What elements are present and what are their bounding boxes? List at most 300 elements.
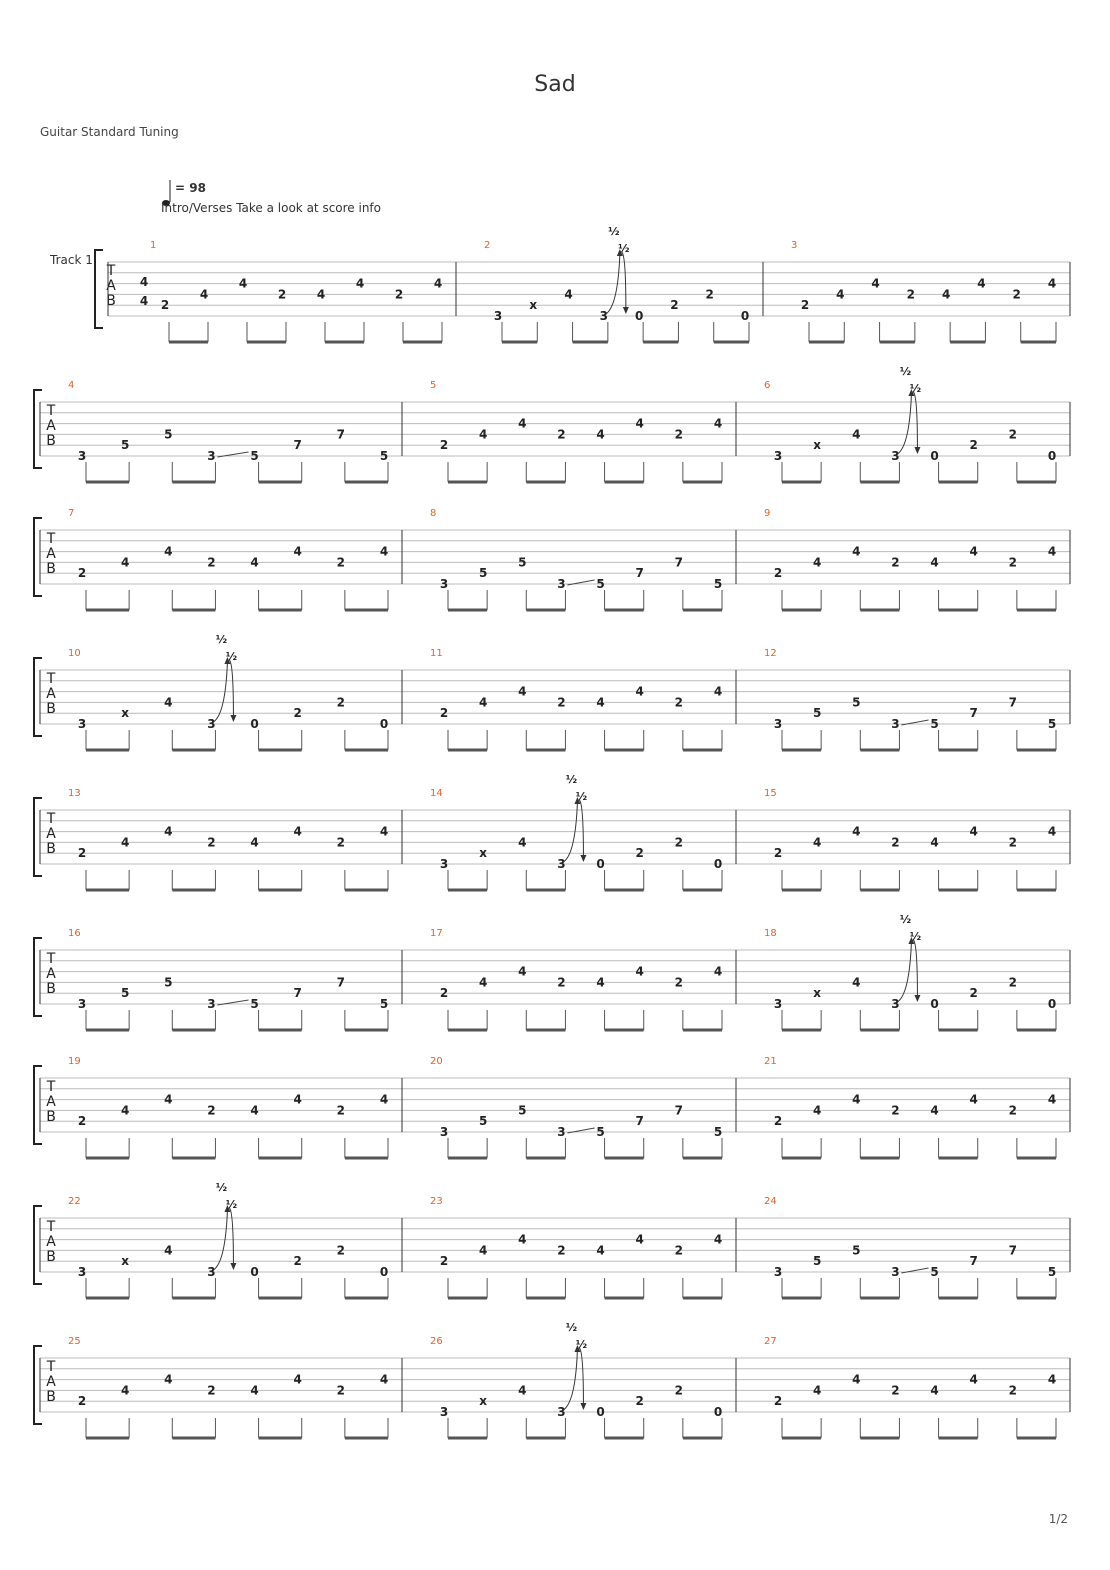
tab-system [34, 1321, 1070, 1438]
fret-number: 7 [336, 975, 346, 990]
fret-number: 3 [439, 857, 449, 871]
fret-number: 3 [77, 717, 87, 731]
measure-number: 15 [764, 788, 777, 799]
fret-number: 2 [439, 438, 449, 453]
fret-number: 4 [596, 1243, 605, 1258]
fret-number: 2 [557, 695, 566, 710]
system-brace [95, 250, 103, 328]
fret-number: 0 [1047, 997, 1057, 1011]
fret-number: 2 [674, 1383, 684, 1398]
fret-number: 2 [336, 1383, 346, 1398]
fret-number: 3 [77, 449, 87, 463]
fret-number: 2 [439, 986, 449, 1001]
measure [764, 1196, 1056, 1298]
fret-number: 2 [1008, 1383, 1018, 1398]
fret-number: 7 [674, 555, 684, 570]
fret-number: 4 [812, 1383, 822, 1398]
fret-number: 0 [713, 1405, 723, 1419]
fret-number: x [121, 1254, 130, 1269]
tab-clef-letter: T [46, 1219, 56, 1235]
measure-number: 5 [430, 380, 437, 391]
fret-number: 2 [674, 695, 684, 710]
fret-number: 2 [773, 846, 783, 861]
fret-number: 5 [478, 566, 488, 581]
fret-number: 5 [930, 717, 939, 731]
fret-number: 3 [599, 309, 609, 323]
measure-number: 7 [68, 508, 75, 519]
fret-number: 4 [596, 975, 605, 990]
fret-number: 0 [379, 1265, 389, 1279]
fret-number: 2 [1012, 287, 1021, 302]
tab-clef-letter: A [46, 686, 56, 702]
fret-number: 4 [635, 416, 644, 431]
measure-number: 6 [764, 380, 771, 391]
fret-number: 4 [120, 555, 130, 570]
fret-number: 4 [164, 544, 173, 559]
measure [68, 508, 388, 610]
fret-number: 2 [336, 1243, 346, 1258]
measure-number: 22 [68, 1196, 81, 1207]
fret-number: 0 [634, 309, 644, 323]
fret-number: 4 [518, 1383, 527, 1398]
fret-number: 2 [293, 1254, 302, 1269]
tab-clef-letter: B [46, 1109, 56, 1125]
measure [764, 788, 1056, 890]
fret-number: 2 [207, 835, 216, 850]
fret-number: 2 [293, 706, 302, 721]
fret-number: 4 [199, 287, 209, 302]
tab-clef-letter: A [106, 278, 116, 294]
fret-number: 4 [379, 544, 389, 559]
fret-number: 5 [852, 1243, 861, 1258]
tab-clef-letter: B [46, 433, 56, 449]
measure-number: 21 [764, 1056, 777, 1067]
fret-number: 4 [250, 1383, 259, 1398]
fret-number: 4 [478, 427, 488, 442]
fret-number: 4 [164, 695, 173, 710]
measure [68, 788, 388, 890]
fret-number: 5 [164, 427, 173, 442]
fret-number: 5 [518, 555, 527, 570]
fret-number: 2 [557, 1243, 566, 1258]
measure-number: 1 [150, 240, 157, 251]
fret-number: 3 [557, 1405, 566, 1419]
measure-number: 20 [430, 1056, 443, 1067]
fret-number: 3 [773, 717, 783, 731]
measure [430, 380, 722, 482]
fret-number: 3 [77, 1265, 87, 1279]
fret-number: 4 [518, 684, 527, 699]
fret-number: 2 [336, 1103, 346, 1118]
fret-number: 5 [852, 695, 861, 710]
measure [764, 648, 1056, 750]
measure-number: 26 [430, 1336, 443, 1347]
measure-number: 9 [764, 508, 771, 519]
fret-number: 5 [250, 997, 259, 1011]
bend-amount-label: ½ [565, 773, 578, 786]
release-arrowhead [580, 1403, 586, 1410]
fret-number: 2 [635, 846, 644, 861]
measure-number: 25 [68, 1336, 81, 1347]
fret-number: x [813, 986, 822, 1001]
fret-number: 4 [250, 835, 259, 850]
fret-number: 2 [1008, 1103, 1018, 1118]
tab-clef-letter: T [46, 403, 56, 419]
measure [150, 240, 442, 342]
fret-number: 4 [293, 1092, 302, 1107]
tab-clef-letter: B [106, 293, 116, 309]
release-curve [913, 940, 917, 996]
measure-number: 12 [764, 648, 777, 659]
fret-number: 4 [518, 416, 527, 431]
fret-number: 4 [518, 835, 527, 850]
fret-number: 4 [164, 824, 173, 839]
tab-system [34, 1056, 1070, 1158]
fret-number: 4 [635, 1232, 644, 1247]
measure [430, 508, 722, 610]
fret-number: 2 [77, 846, 87, 861]
release-amount-label: ½ [618, 242, 630, 255]
fret-number: 7 [293, 986, 302, 1001]
fret-number: x [529, 298, 538, 313]
fret-number: 4 [930, 555, 939, 570]
tab-clef-letter: A [46, 826, 56, 842]
fret-number: 4 [164, 1243, 173, 1258]
measure-number: 16 [68, 928, 81, 939]
fret-number: 4 [713, 1232, 723, 1247]
fret-number: 4 [812, 555, 822, 570]
release-amount-label: ½ [909, 930, 922, 943]
measure [68, 1336, 388, 1438]
fret-number: 4 [379, 1092, 389, 1107]
fret-number: 2 [969, 986, 978, 1001]
fret-number: 2 [891, 555, 900, 570]
measure-number: 13 [68, 788, 81, 799]
fret-number: 3 [207, 1265, 216, 1279]
release-curve [579, 1348, 583, 1404]
fret-number: 4 [564, 287, 573, 302]
fret-number: 2 [160, 298, 170, 313]
release-amount-label: ½ [225, 650, 238, 663]
fret-number: 3 [891, 997, 900, 1011]
tab-clef-letter: A [46, 1234, 56, 1250]
fret-number: 5 [164, 975, 173, 990]
fret-number: 7 [1008, 1243, 1018, 1258]
fret-number: 4 [969, 824, 978, 839]
fret-number: 2 [674, 1243, 684, 1258]
fret-number: 5 [120, 986, 130, 1001]
fret-number: 4 [930, 1103, 939, 1118]
fret-number: 4 [969, 544, 978, 559]
fret-number: 4 [120, 1383, 130, 1398]
fret-number: 2 [557, 975, 566, 990]
measure-number: 3 [791, 240, 798, 251]
fret-number: 4 [1047, 824, 1057, 839]
fret-number: 0 [930, 997, 939, 1011]
fret-number: 4 [713, 964, 723, 979]
score-header [49, 180, 381, 267]
fret-number: 2 [891, 1103, 900, 1118]
fret-number: 2 [1008, 835, 1018, 850]
fret-number: 3 [557, 857, 566, 871]
measure [68, 1056, 388, 1158]
fret-number: 4 [635, 684, 644, 699]
fret-number: 4 [852, 975, 861, 990]
fret-number: 5 [812, 706, 822, 721]
fret-number: 2 [207, 1383, 216, 1398]
fret-number: 4 [293, 1372, 302, 1387]
fret-number: 3 [207, 449, 216, 463]
release-arrowhead [230, 715, 236, 722]
fret-number: 2 [336, 695, 346, 710]
fret-number: 3 [891, 1265, 900, 1279]
fret-number: 4 [871, 276, 880, 291]
tab-system [34, 773, 1070, 890]
release-curve [229, 1208, 233, 1264]
measure-number: 24 [764, 1196, 777, 1207]
fret-number: 3 [773, 1265, 783, 1279]
fret-number: 4 [596, 695, 605, 710]
fret-number: 3 [439, 1405, 449, 1419]
fret-number: 4 [812, 835, 822, 850]
measure [430, 648, 722, 750]
fret-number: 7 [336, 427, 346, 442]
tab-clef-letter: B [46, 981, 56, 997]
fret-number: 3 [207, 997, 216, 1011]
fret-number: 2 [557, 427, 566, 442]
fret-number: 4 [316, 287, 326, 302]
measure-number: 8 [430, 508, 437, 519]
time-signature-digit: 4 [139, 275, 149, 289]
fret-number: 4 [379, 1372, 389, 1387]
tab-clef-letter: T [46, 1079, 56, 1095]
measure [430, 1056, 722, 1158]
fret-number: 2 [277, 287, 287, 302]
fret-number: 7 [635, 566, 644, 581]
fret-number: 4 [478, 695, 488, 710]
fret-number: 5 [478, 1114, 488, 1129]
fret-number: 0 [713, 857, 723, 871]
fret-number: 4 [1047, 276, 1057, 291]
tab-system [34, 633, 1070, 750]
release-amount-label: ½ [575, 1338, 588, 1351]
fret-number: 4 [433, 276, 443, 291]
fret-number: 2 [207, 1103, 216, 1118]
tab-system [34, 913, 1070, 1030]
measure [791, 240, 1056, 342]
measure-number: 2 [484, 240, 491, 251]
fret-number: 2 [906, 287, 916, 302]
measure [764, 508, 1056, 610]
tab-system [95, 225, 1070, 342]
release-arrowhead [230, 1263, 236, 1270]
fret-number: 2 [1008, 555, 1018, 570]
fret-number: 2 [1008, 975, 1018, 990]
tab-clef-letter: T [46, 531, 56, 547]
fret-number: 2 [77, 566, 87, 581]
release-arrowhead [914, 995, 920, 1002]
bend-amount-label: ½ [608, 225, 620, 238]
fret-number: 5 [812, 1254, 822, 1269]
fret-number: 4 [1047, 1372, 1057, 1387]
bend-amount-label: ½ [899, 913, 912, 926]
tab-clef-letter: B [46, 701, 56, 717]
tab-systems [34, 225, 1070, 1438]
fret-number: 0 [596, 1405, 605, 1419]
fret-number: 4 [238, 276, 248, 291]
measure-number: 14 [430, 788, 443, 799]
release-curve [579, 800, 583, 856]
fret-number: 2 [800, 298, 810, 313]
fret-number: 4 [293, 544, 302, 559]
measure [764, 1056, 1056, 1158]
measure [430, 928, 722, 1030]
fret-number: 4 [120, 1103, 130, 1118]
fret-number: x [121, 706, 130, 721]
tab-clef-letter: T [46, 811, 56, 827]
fret-number: 4 [852, 544, 861, 559]
fret-number: 3 [891, 449, 900, 463]
fret-number: 5 [713, 577, 723, 591]
measure-number: 11 [430, 648, 443, 659]
fret-number: 4 [930, 1383, 939, 1398]
fret-number: 4 [969, 1372, 978, 1387]
release-curve [229, 660, 233, 716]
fret-number: 4 [120, 835, 130, 850]
fret-number: 0 [250, 717, 259, 731]
fret-number: 5 [379, 449, 389, 463]
fret-number: 2 [773, 1114, 783, 1129]
measure [68, 928, 388, 1030]
tab-clef-letter: A [46, 1094, 56, 1110]
tab-clef-letter: B [46, 561, 56, 577]
bend-amount-label: ½ [215, 633, 228, 646]
measure [430, 1196, 722, 1298]
fret-number: 4 [852, 1092, 861, 1107]
tab-clef-letter: T [46, 671, 56, 687]
fret-number: 2 [336, 835, 346, 850]
fret-number: 3 [439, 577, 449, 591]
release-amount-label: ½ [575, 790, 588, 803]
fret-number: 4 [164, 1372, 173, 1387]
fret-number: 2 [207, 555, 216, 570]
fret-number: 7 [635, 1114, 644, 1129]
fret-number: 0 [930, 449, 939, 463]
fret-number: 4 [596, 427, 605, 442]
release-curve [622, 252, 626, 308]
fret-number: 4 [250, 1103, 259, 1118]
fret-number: 2 [891, 835, 900, 850]
measure-number: 4 [68, 380, 75, 391]
fret-number: 4 [713, 416, 723, 431]
fret-number: 2 [674, 427, 684, 442]
fret-number: 7 [969, 706, 978, 721]
fret-number: 4 [941, 287, 951, 302]
tab-system [34, 1181, 1070, 1298]
fret-number: 3 [77, 997, 87, 1011]
tab-system [34, 508, 1070, 610]
fret-number: x [479, 846, 488, 861]
fret-number: 4 [852, 427, 861, 442]
fret-number: 2 [336, 555, 346, 570]
fret-number: 4 [852, 1372, 861, 1387]
tab-system [34, 365, 1070, 482]
fret-number: 4 [1047, 544, 1057, 559]
fret-number: 2 [77, 1114, 87, 1129]
fret-number: 4 [478, 975, 488, 990]
fret-number: 4 [852, 824, 861, 839]
fret-number: 0 [740, 309, 750, 323]
fret-number: 4 [969, 1092, 978, 1107]
fret-number: 3 [439, 1125, 449, 1139]
tab-clef-letter: B [46, 1249, 56, 1265]
fret-number: 4 [635, 964, 644, 979]
fret-number: 7 [1008, 695, 1018, 710]
fret-number: 7 [969, 1254, 978, 1269]
measure-number: 23 [430, 1196, 443, 1207]
fret-number: 2 [439, 706, 449, 721]
time-signature-digit: 4 [139, 294, 149, 308]
score-title: Sad [534, 72, 576, 97]
fret-number: 5 [250, 449, 259, 463]
fret-number: 5 [596, 1125, 605, 1139]
fret-number: 4 [518, 964, 527, 979]
fret-number: 5 [120, 438, 130, 453]
fret-number: 2 [674, 835, 684, 850]
bend-amount-label: ½ [565, 1321, 578, 1334]
fret-number: 2 [77, 1394, 87, 1409]
release-amount-label: ½ [909, 382, 922, 395]
fret-number: 3 [493, 309, 503, 323]
release-arrowhead [914, 447, 920, 454]
fret-number: 4 [518, 1232, 527, 1247]
measure-number: 27 [764, 1336, 777, 1347]
fret-number: 0 [379, 717, 389, 731]
tab-clef-letter: A [46, 418, 56, 434]
tab-clef-letter: A [46, 1374, 56, 1390]
release-arrowhead [623, 307, 629, 314]
tab-clef-letter: T [46, 1359, 56, 1375]
fret-number: 5 [518, 1103, 527, 1118]
fret-number: 5 [1047, 717, 1057, 731]
fret-number: 3 [891, 717, 900, 731]
fret-number: 3 [557, 1125, 566, 1139]
tab-clef-letter: B [46, 841, 56, 857]
fret-number: 4 [930, 835, 939, 850]
tab-clef-letter: A [46, 546, 56, 562]
track-name: Track 1 [50, 253, 93, 267]
release-arrowhead [580, 855, 586, 862]
tab-clef-letter: T [46, 951, 56, 967]
fret-number: 2 [891, 1383, 900, 1398]
measure [764, 1336, 1056, 1438]
fret-number: 3 [773, 997, 783, 1011]
fret-number: 2 [394, 287, 404, 302]
fret-number: 3 [207, 717, 216, 731]
release-curve [913, 392, 917, 448]
fret-number: 4 [812, 1103, 822, 1118]
measure [68, 380, 388, 482]
fret-number: 2 [773, 566, 783, 581]
fret-number: 4 [977, 276, 986, 291]
fret-number: 4 [836, 287, 845, 302]
fret-number: 4 [293, 824, 302, 839]
fret-number: 4 [164, 1092, 173, 1107]
measure-number: 10 [68, 648, 81, 659]
fret-number: 2 [1008, 427, 1018, 442]
fret-number: 3 [557, 577, 566, 591]
tab-clef-letter: A [46, 966, 56, 982]
